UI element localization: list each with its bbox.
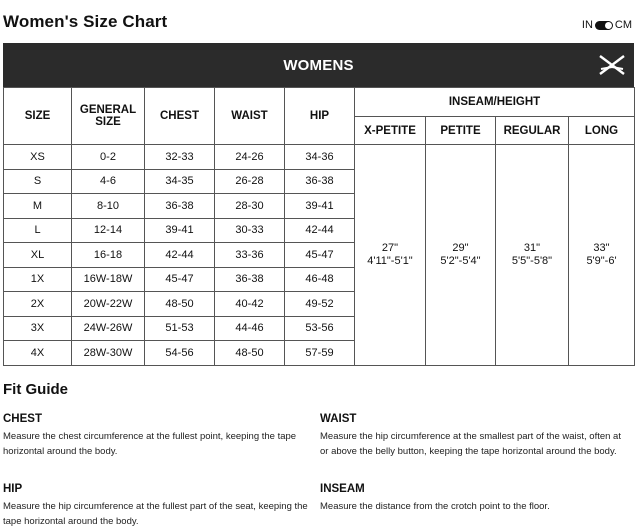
cell-size: 3X (4, 316, 72, 341)
page-title: Women's Size Chart (3, 12, 168, 31)
hip-heading: HIP (3, 483, 23, 495)
cell-hip: 34-36 (285, 145, 355, 170)
cell-size: 2X (4, 292, 72, 317)
header-regular: REGULAR (496, 117, 569, 145)
cell-general: 12-14 (72, 218, 145, 243)
fit-guide-hip (3, 483, 313, 529)
fit-guide-chest (3, 413, 313, 459)
cell-hip: 42-44 (285, 218, 355, 243)
cell-size: L (4, 218, 72, 243)
size-table (3, 87, 635, 366)
cell-waist: 24-26 (215, 145, 285, 170)
header-inseam-height: INSEAM/HEIGHT (355, 88, 635, 117)
cell-waist: 40-42 (215, 292, 285, 317)
header-petite: PETITE (426, 117, 496, 145)
cell-chest: 32-33 (145, 145, 215, 170)
womens-banner (3, 43, 634, 87)
cell-waist: 26-28 (215, 169, 285, 194)
waist-heading: WAIST (320, 413, 357, 425)
cell-general: 28W-30W (72, 341, 145, 366)
hip-text: Measure the hip circumference at the fullest part of the seat, keeping the tape horizontal around the body. (3, 501, 308, 527)
cell-general: 16W-18W (72, 267, 145, 292)
cell-size: S (4, 169, 72, 194)
fit-guide-title: Fit Guide (3, 381, 68, 398)
cell-size: 4X (4, 341, 72, 366)
cell-chest: 34-35 (145, 169, 215, 194)
cell-size: M (4, 194, 72, 219)
cell-general: 4-6 (72, 169, 145, 194)
cell-chest: 51-53 (145, 316, 215, 341)
cell-chest: 36-38 (145, 194, 215, 219)
cell-waist: 33-36 (215, 243, 285, 268)
header-x-petite: X-PETITE (355, 117, 426, 145)
waist-text: Measure the hip circumference at the smallest part of the waist, often at or above the belly button, keeping the tape horizontal around the body. (320, 431, 621, 457)
cell-general: 0-2 (72, 145, 145, 170)
header-hip: HIP (285, 88, 355, 145)
header-waist: WAIST (215, 88, 285, 145)
header-chest: CHEST (145, 88, 215, 145)
cell-inseam-regular: 31" 5'5"-5'8" (496, 145, 569, 366)
cell-inseam-x-petite: 27" 4'11"-5'1" (355, 145, 426, 366)
cell-hip: 57-59 (285, 341, 355, 366)
cell-chest: 45-47 (145, 267, 215, 292)
fit-guide-waist (320, 413, 630, 459)
cell-hip: 53-56 (285, 316, 355, 341)
header-general-size: GENERAL SIZE (72, 88, 145, 145)
cell-hip: 45-47 (285, 243, 355, 268)
cell-general: 20W-22W (72, 292, 145, 317)
cell-waist: 44-46 (215, 316, 285, 341)
unit-toggle[interactable] (582, 19, 632, 31)
cell-chest: 48-50 (145, 292, 215, 317)
cell-size: XS (4, 145, 72, 170)
inseam-text: Measure the distance from the crotch point to the floor. (320, 501, 550, 512)
cell-hip: 49-52 (285, 292, 355, 317)
crossed-lines-logo-icon (598, 52, 626, 78)
cell-size: 1X (4, 267, 72, 292)
table-row (4, 145, 635, 170)
cell-inseam-long: 33" 5'9"-6' (569, 145, 635, 366)
fit-guide-inseam (320, 483, 630, 514)
cell-waist: 28-30 (215, 194, 285, 219)
cell-waist: 36-38 (215, 267, 285, 292)
cell-chest: 42-44 (145, 243, 215, 268)
cell-general: 16-18 (72, 243, 145, 268)
cell-general: 8-10 (72, 194, 145, 219)
header-long: LONG (569, 117, 635, 145)
header-size: SIZE (4, 88, 72, 145)
chest-heading: CHEST (3, 413, 42, 425)
cell-hip: 39-41 (285, 194, 355, 219)
cell-waist: 48-50 (215, 341, 285, 366)
cell-size: XL (4, 243, 72, 268)
unit-toggle-icon[interactable] (595, 21, 613, 30)
unit-in-label[interactable]: IN (581, 19, 593, 31)
inseam-heading: INSEAM (320, 483, 365, 495)
unit-cm-label[interactable]: CM (614, 19, 632, 31)
cell-hip: 36-38 (285, 169, 355, 194)
cell-hip: 46-48 (285, 267, 355, 292)
cell-inseam-petite: 29" 5'2"-5'4" (426, 145, 496, 366)
cell-chest: 54-56 (145, 341, 215, 366)
banner-title: WOMENS (283, 57, 354, 74)
chest-text: Measure the chest circumference at the fullest point, keeping the tape horizontal around the body. (3, 431, 297, 457)
cell-general: 24W-26W (72, 316, 145, 341)
cell-chest: 39-41 (145, 218, 215, 243)
cell-waist: 30-33 (215, 218, 285, 243)
